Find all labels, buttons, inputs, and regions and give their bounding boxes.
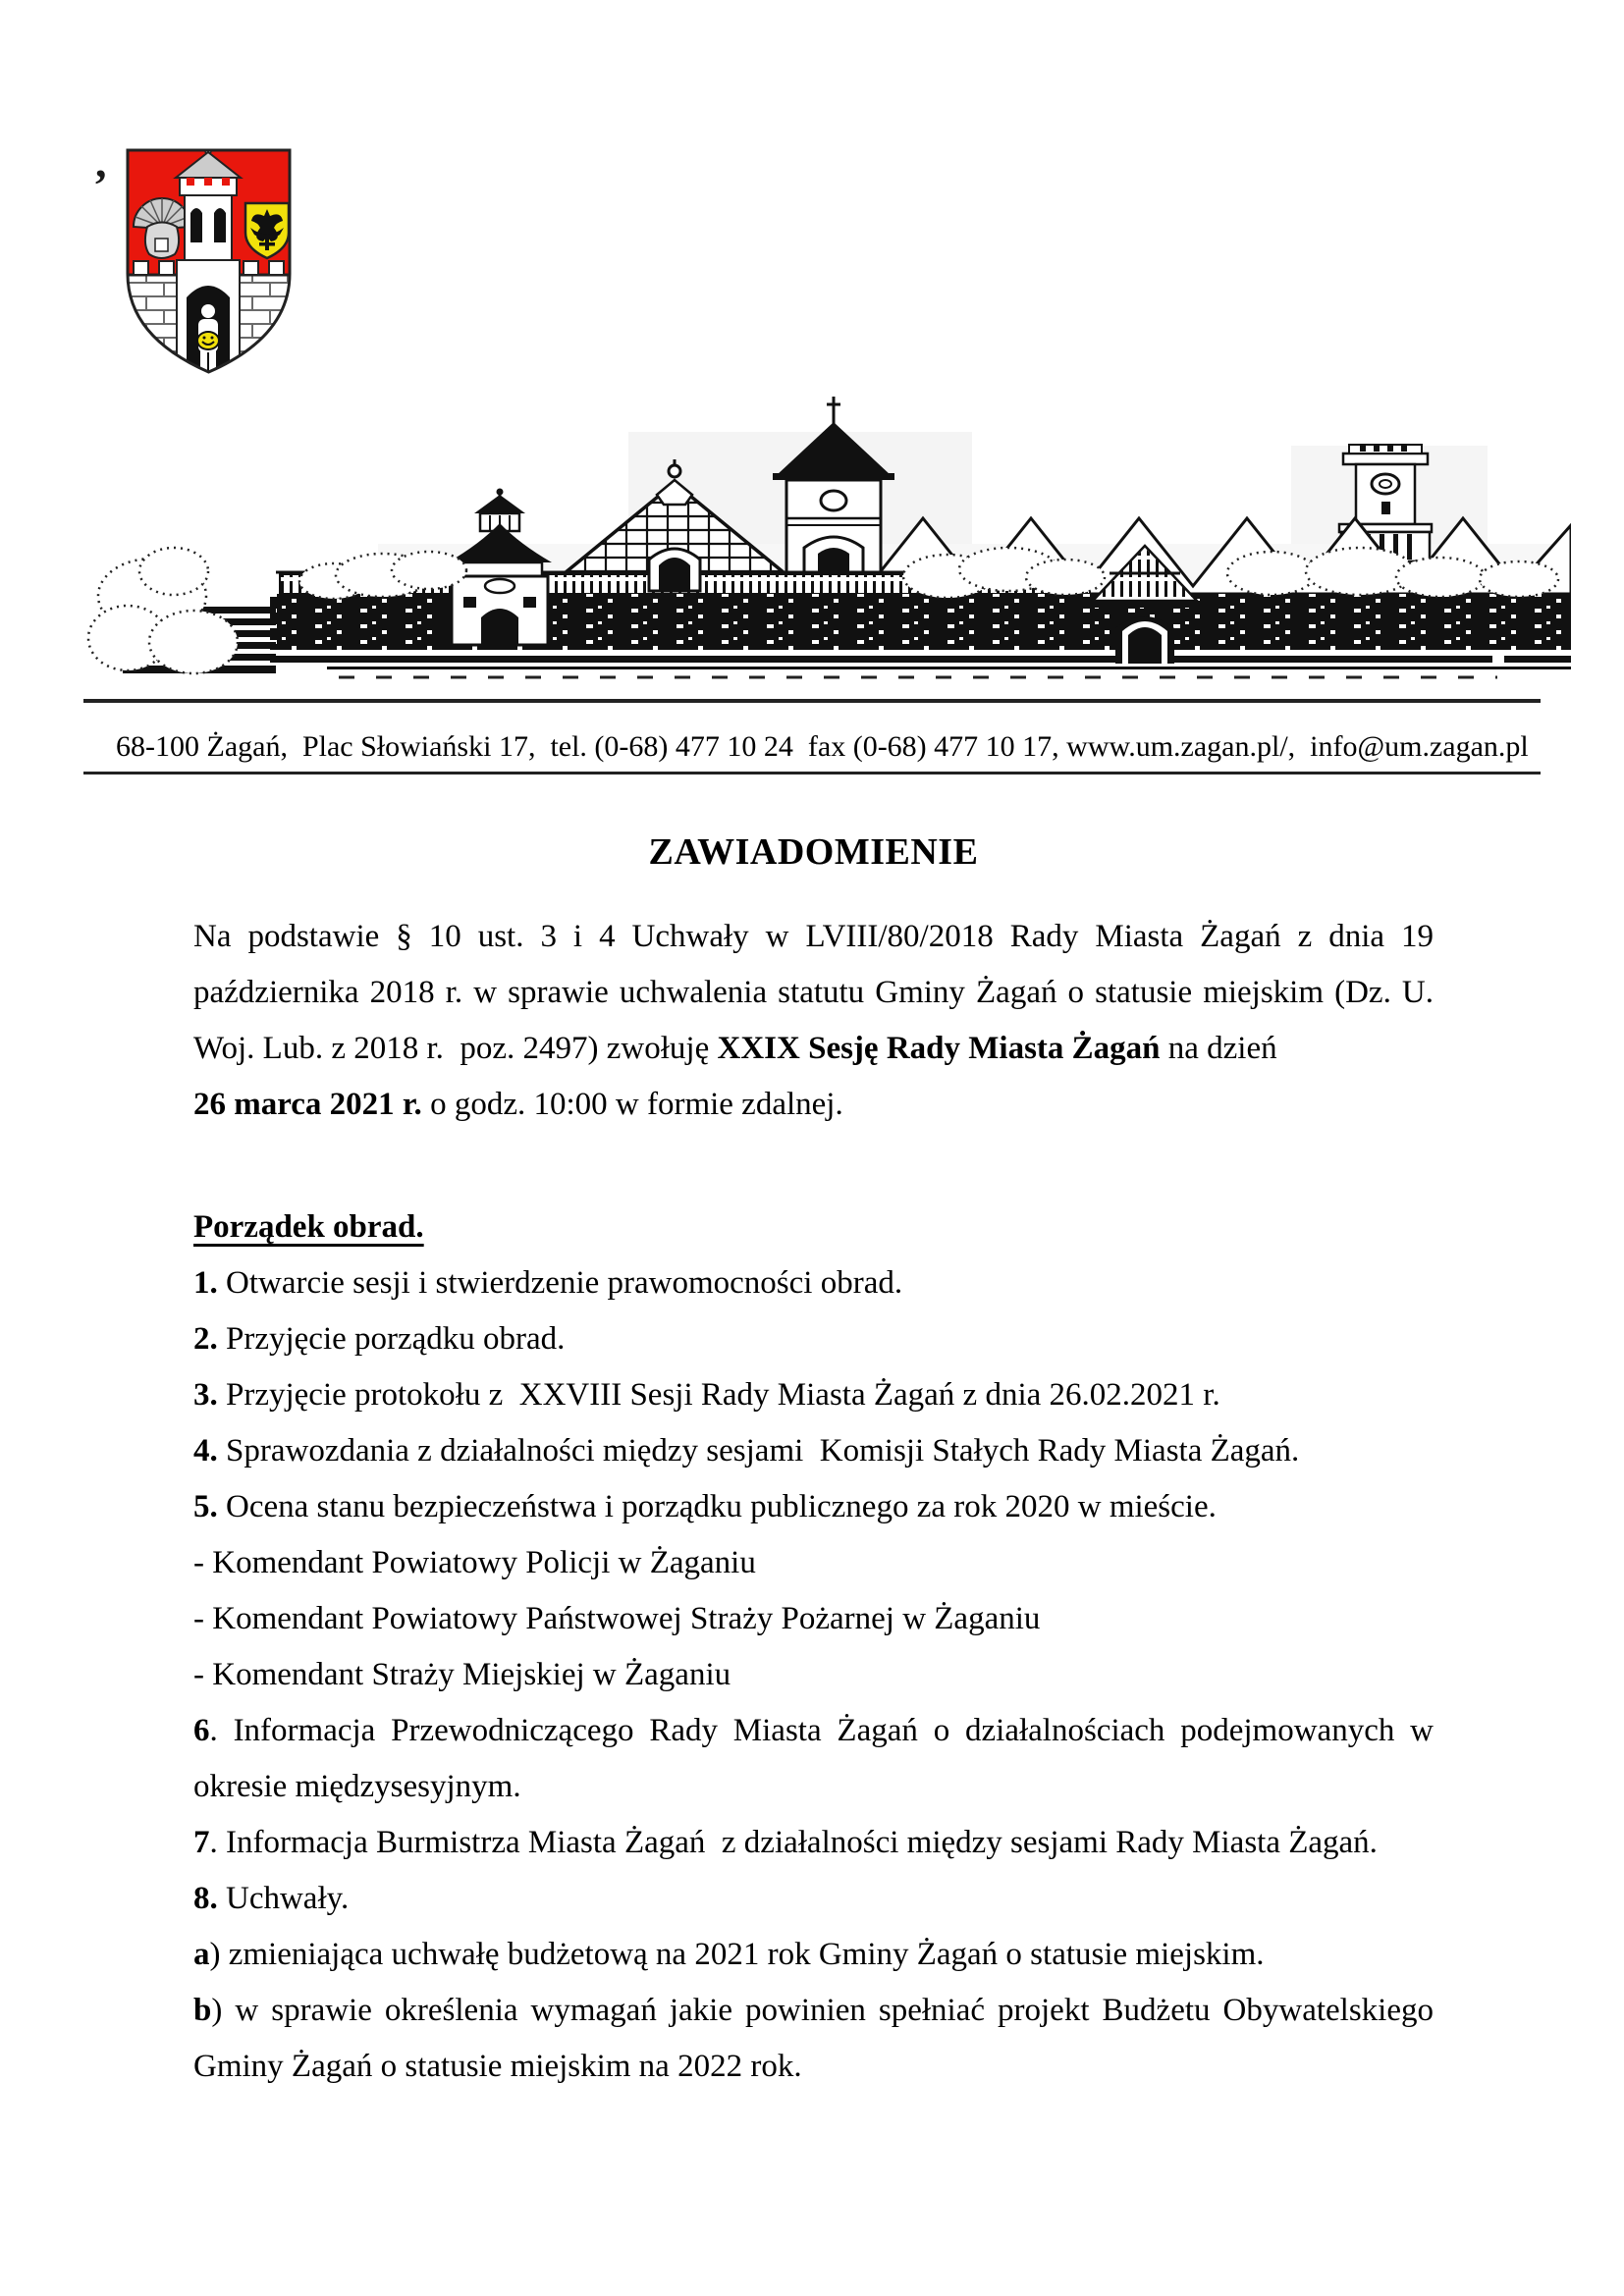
knight-figure bbox=[201, 304, 215, 318]
document-line bbox=[193, 1021, 1434, 1077]
address-line: 68-100 Żagań, Plac Słowiański 17, tel. (0-68) 477 10 24 fax (0-68) 477 10 17, www.um.zagan.pl/, info@um.zagan.pl bbox=[116, 730, 1529, 763]
text-segment: Na podstawie § 10 ust. 3 i 4 Uchwały w LVIII/80/2018 Rady Miasta Żagań z dnia 19 bbox=[193, 919, 1434, 954]
text-segment: o godz. 10:00 w formie zdalnej. bbox=[421, 1087, 843, 1122]
document-line bbox=[193, 1535, 1434, 1591]
text-segment: Otwarcie sesji i stwierdzenie prawomocności obrad. bbox=[217, 1265, 903, 1301]
document-line bbox=[193, 1367, 1434, 1423]
document-line bbox=[193, 2039, 1434, 2095]
text-segment: Porządek obrad. bbox=[193, 1209, 424, 1245]
text-segment: 5. bbox=[193, 1489, 218, 1524]
blank-line bbox=[193, 1133, 1434, 1200]
text-segment: XXIX Sesję Rady Miasta Żagań bbox=[717, 1031, 1161, 1066]
document-line bbox=[193, 1815, 1434, 1871]
text-segment: 1. bbox=[193, 1265, 218, 1301]
stray-comma-mark: , bbox=[95, 136, 107, 187]
document-line bbox=[193, 909, 1434, 965]
text-segment: . Informacja Przewodniczącego Rady Miasta Żagań o działalnościach podejmowanych w bbox=[209, 1713, 1434, 1748]
city-panorama-illustration bbox=[83, 385, 1571, 684]
document-line bbox=[193, 1591, 1434, 1647]
text-segment: Sprawozdania z działalności między sesjami Komisji Stałych Rady Miasta Żagań. bbox=[217, 1433, 1300, 1468]
text-segment: - Komendant Powiatowy Policji w Żaganiu bbox=[193, 1545, 756, 1580]
text-segment: Ocena stanu bezpieczeństwa i porządku publicznego za rok 2020 w mieście. bbox=[217, 1489, 1217, 1524]
text-segment: - Komendant Straży Miejskiej w Żaganiu bbox=[193, 1657, 731, 1692]
document-line bbox=[193, 1311, 1434, 1367]
text-segment: 6 bbox=[193, 1713, 210, 1748]
document-line bbox=[193, 1759, 1434, 1815]
text-segment: ) w sprawie określenia wymagań jakie powinien spełniać projekt Budżetu Obywatelskiego bbox=[211, 1993, 1434, 2028]
document-body bbox=[193, 909, 1434, 2095]
text-segment: 3. bbox=[193, 1377, 218, 1413]
document-line bbox=[193, 1983, 1434, 2039]
bell-tower bbox=[773, 397, 894, 594]
document-line bbox=[193, 1871, 1434, 1927]
zagan-coat-of-arms-icon bbox=[120, 144, 298, 379]
text-segment: 4. bbox=[193, 1433, 218, 1468]
text-segment: 26 marca 2021 r. bbox=[193, 1087, 422, 1122]
text-segment: października 2018 r. w sprawie uchwalenia statutu Gminy Żagań o statusie miejskim (Dz. U. bbox=[193, 975, 1434, 1010]
text-segment: Uchwały. bbox=[217, 1881, 350, 1916]
text-segment: ) zmieniająca uchwałę budżetową na 2021 rok Gminy Żagań o statusie miejskim. bbox=[209, 1937, 1265, 1972]
document-title: ZAWIADOMIENIE bbox=[648, 831, 979, 873]
document-line bbox=[193, 1927, 1434, 1983]
text-segment: 7 bbox=[193, 1825, 210, 1860]
text-segment: Przyjęcie protokołu z XXVIII Sesji Rady Miasta Żagań z dnia 26.02.2021 r. bbox=[217, 1377, 1220, 1413]
text-segment: b bbox=[193, 1993, 212, 2028]
text-segment: Przyjęcie porządku obrad. bbox=[217, 1321, 566, 1357]
text-segment: - Komendant Powiatowy Państwowej Straży Pożarnej w Żaganiu bbox=[193, 1601, 1041, 1636]
document-line bbox=[193, 1077, 1434, 1133]
document-line bbox=[193, 1200, 1434, 1255]
document-line bbox=[193, 1703, 1434, 1759]
text-segment: 8. bbox=[193, 1881, 218, 1916]
text-segment: Gminy Żagań o statusie miejskim na 2022 rok. bbox=[193, 2049, 802, 2084]
text-segment: na dzień bbox=[1160, 1031, 1277, 1066]
header-rule-bottom bbox=[83, 772, 1541, 774]
text-segment: a bbox=[193, 1937, 210, 1972]
text-segment: . Informacja Burmistrza Miasta Żagań z działalności między sesjami Rady Miasta Żagań. bbox=[209, 1825, 1378, 1860]
document-line bbox=[193, 1479, 1434, 1535]
text-segment: Woj. Lub. z 2018 r. poz. 2497) zwołuję bbox=[193, 1031, 718, 1066]
document-line bbox=[193, 1647, 1434, 1703]
document-line bbox=[193, 965, 1434, 1021]
document-line bbox=[193, 1255, 1434, 1311]
text-segment: 2. bbox=[193, 1321, 218, 1357]
text-segment: okresie międzysesyjnym. bbox=[193, 1769, 521, 1804]
header-rule-top bbox=[83, 699, 1541, 703]
document-line bbox=[193, 1423, 1434, 1479]
